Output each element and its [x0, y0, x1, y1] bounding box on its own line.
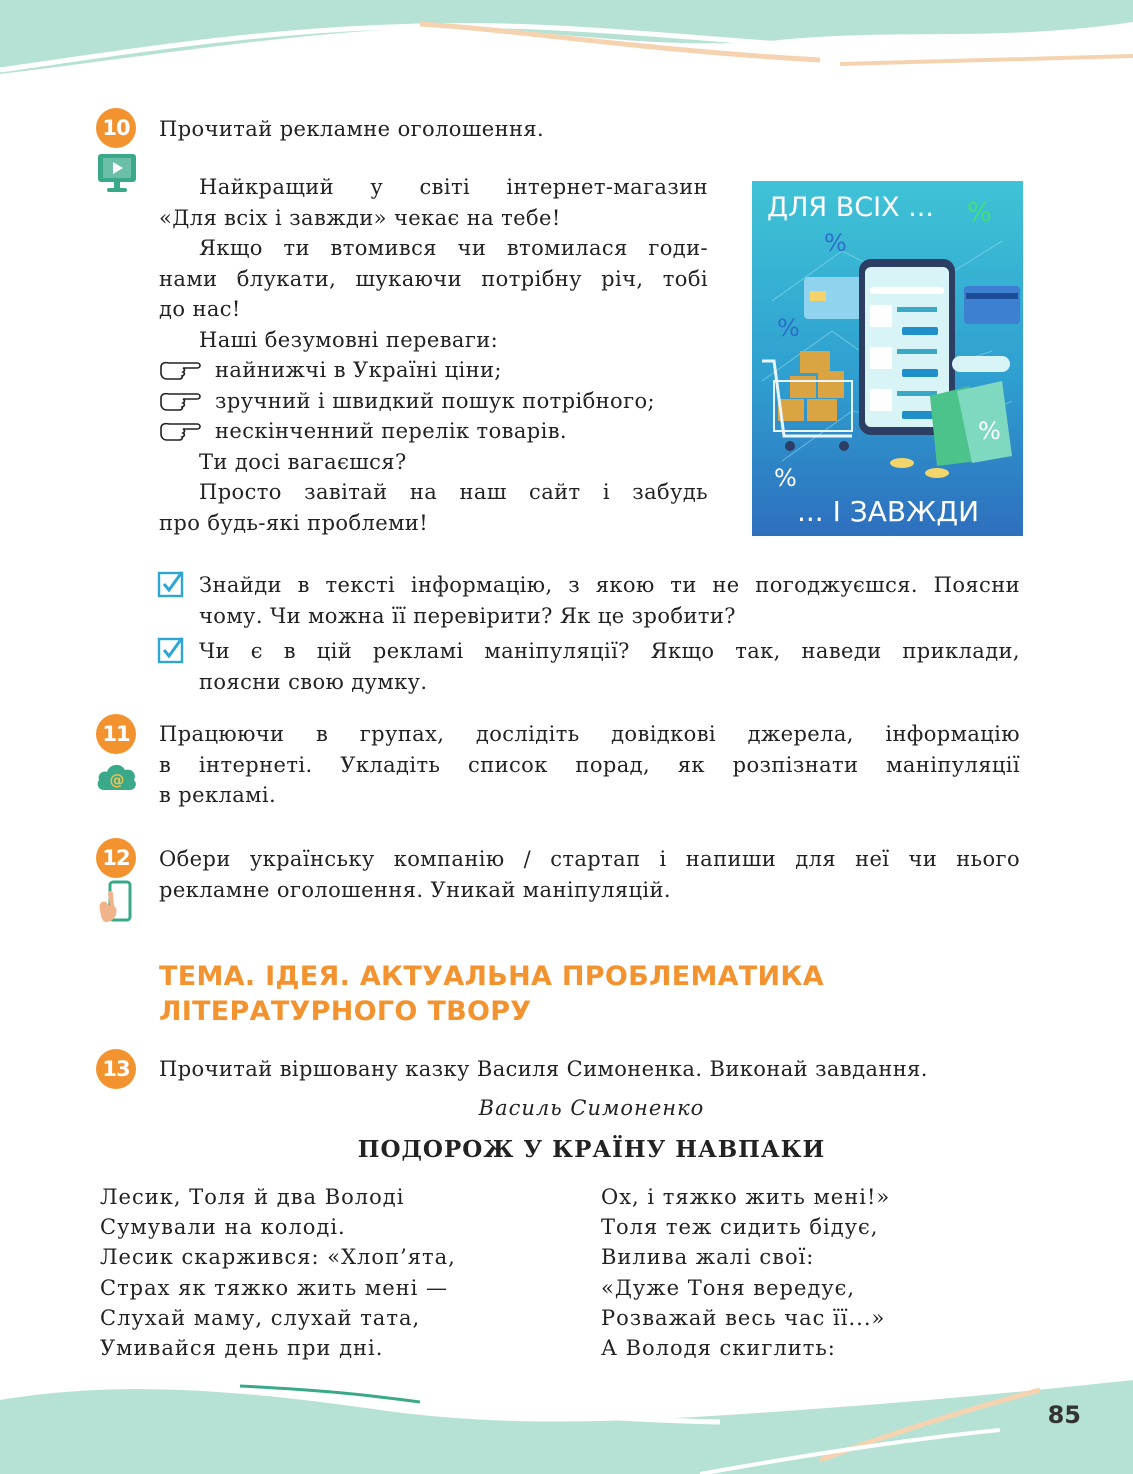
poem-line: Умивайся день при дні.	[100, 1336, 384, 1361]
checkbox-checked-icon	[157, 570, 185, 598]
ad-line: Просто завітай на наш сайт і забудь	[199, 480, 708, 504]
ad-line: «Для всіх і завжди» чекає на тебе!	[159, 205, 561, 230]
poem-line: Розважай весь час її...»	[601, 1305, 886, 1330]
ad-line: Найкращий у світі інтернет-магазин	[199, 175, 708, 199]
poem-line: Толя теж сидить бідує,	[601, 1215, 879, 1240]
heading-line: ЛІТЕРАТУРНОГО ТВОРУ	[159, 996, 532, 1027]
heading-line: ТЕМА. ІДЕЯ. АКТУАЛЬНА ПРОБЛЕМАТИКА	[159, 961, 824, 992]
poem-column-right	[601, 1182, 890, 1363]
list-item	[159, 386, 708, 417]
pointing-hand-icon	[159, 359, 203, 381]
ad-line: Якщо ти втомився чи втомилася годи-	[199, 236, 708, 260]
poem-line: Лесик скаржився: «Хлоп’ята,	[100, 1245, 456, 1270]
bottom-wave-decoration	[0, 1360, 1133, 1474]
task-line: Працюючи в групах, дослідіть довідкові джерела, інформацію	[159, 722, 1020, 746]
bullet-text: нескінченний перелік товарів.	[215, 419, 568, 443]
task13-instruction: Прочитай віршовану казку Василя Симоненка. Виконай завдання.	[159, 1057, 928, 1081]
ad-line: Наші безумовні переваги:	[199, 327, 499, 352]
task-line: Обери українську компанію / стартап і напиши для неї чи нього	[159, 847, 1020, 871]
question-line: чому. Чи можна її перевірити? Як це зробити?	[199, 603, 736, 628]
ad-line: про будь-які проблеми!	[159, 510, 429, 535]
percent-sign: %	[774, 464, 797, 492]
svg-text:@: @	[109, 771, 125, 789]
poem-title: ПОДОРОЖ У КРАЇНУ НАВПАКИ	[357, 1136, 826, 1163]
poem-line: Страх як тяжко жить мені —	[100, 1275, 449, 1300]
task10-instruction: Прочитай рекламне оголошення.	[159, 117, 545, 141]
poem-author: Василь Симоненко	[478, 1096, 705, 1120]
question-line: Знайди в тексті інформацію, з якою ти не погоджуєшся. Поясни	[199, 573, 1020, 597]
task-number-10: 10	[96, 108, 136, 148]
pointing-hand-icon	[159, 390, 203, 412]
ad-top-text: ДЛЯ ВСІХ ...	[767, 192, 934, 223]
poem-line: «Дуже Тоня вередує,	[601, 1275, 856, 1300]
bullet-text: найнижчі в Україні ціни;	[215, 358, 502, 382]
percent-sign: %	[824, 229, 847, 257]
list-item	[159, 416, 708, 447]
task-line: в рекламі.	[159, 783, 277, 807]
task12-text	[159, 844, 1020, 905]
task-number-12: 12	[96, 838, 136, 878]
percent-sign: %	[777, 314, 800, 342]
percent-sign: %	[978, 417, 1001, 445]
ad-line: Ти досі вагаєшся?	[199, 449, 407, 474]
checkbox-checked-icon	[157, 636, 185, 664]
task-line: в інтернеті. Укладіть список порад, як розпізнати маніпуляції	[159, 752, 1020, 777]
task11-text	[159, 719, 1020, 811]
poem-line: Слухай маму, слухай тата,	[100, 1305, 421, 1330]
list-item	[159, 355, 708, 386]
question-line: поясни свою думку.	[199, 669, 428, 694]
cloud-at-icon	[96, 758, 138, 800]
bullet-text: зручний і швидкий пошук потрібного;	[215, 388, 655, 413]
monitor-video-icon	[96, 152, 138, 194]
task-line: рекламне оголошення. Уникай маніпуляцій.	[159, 877, 671, 902]
top-wave-decoration	[0, 0, 1133, 90]
poem-line: Вилива жалі свої:	[601, 1245, 815, 1270]
poem-line: А Володя скиглить:	[601, 1336, 836, 1361]
poem-line: Ох, і тяжко жить мені!»	[601, 1185, 891, 1209]
question-1	[199, 570, 1020, 631]
ad-text	[159, 172, 708, 538]
question-line: Чи є в цій рекламі маніпуляції? Якщо так, наведи приклади,	[199, 639, 1020, 663]
ad-line: до нас!	[159, 297, 241, 321]
hand-phone-icon	[96, 880, 138, 922]
ad-bottom-text: ... І ЗАВЖДИ	[797, 495, 980, 528]
percent-sign: %	[967, 198, 992, 228]
section-heading	[159, 959, 824, 1029]
poem-column-left	[100, 1182, 456, 1363]
ad-illustration	[752, 181, 1023, 536]
task-number-11: 11	[96, 714, 136, 754]
task-number-13: 13	[96, 1049, 136, 1089]
poem-line: Лесик, Толя й два Володі	[100, 1185, 405, 1209]
page-number: 85	[1047, 1401, 1081, 1429]
poem-line: Сумували на колоді.	[100, 1215, 346, 1240]
ad-line: нами блукати, шукаючи потрібну річ, тобі	[159, 266, 708, 291]
pointing-hand-icon	[159, 420, 203, 442]
question-2	[199, 636, 1020, 697]
